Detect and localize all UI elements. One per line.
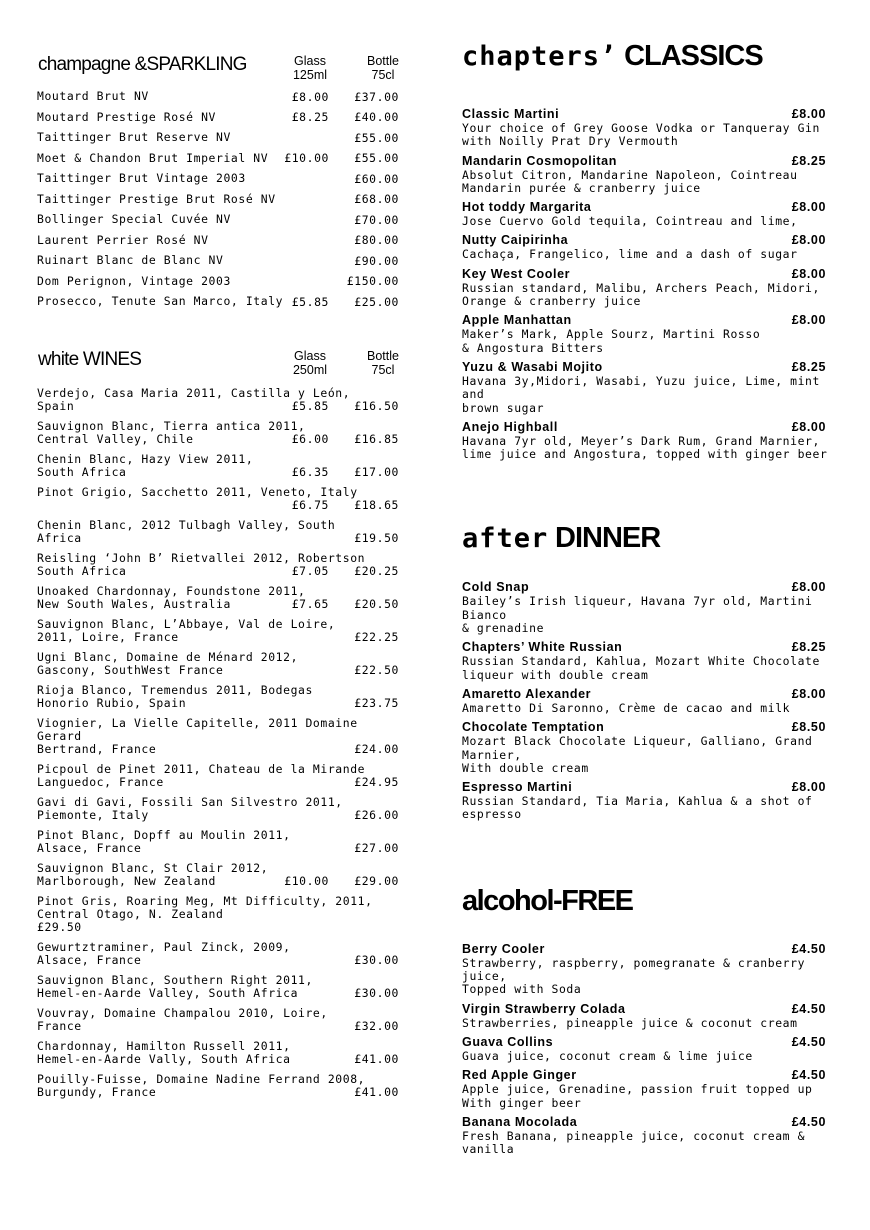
after-dinner-drink-item-description: Russian Standard, Kahlua, Mozart White Chocolate liqueur with double cream bbox=[462, 654, 820, 682]
white-wine-bottle-price: £22.25 bbox=[354, 629, 399, 644]
white-wine-row bbox=[37, 796, 409, 822]
classic-cocktail-item-name: Hot toddy Margarita bbox=[462, 200, 592, 215]
white-bottle-header: Bottle 75cl bbox=[367, 348, 399, 377]
sparkling-row bbox=[37, 209, 409, 230]
white-wine-glass-price: £10.00 bbox=[284, 873, 329, 888]
white-wine-bottle-price: £16.85 bbox=[354, 431, 399, 446]
after-dinner-drink-item-price: £8.00 bbox=[791, 580, 826, 595]
white-wine-row bbox=[37, 1040, 409, 1066]
white-wine-bottle-price: £24.00 bbox=[354, 741, 399, 756]
white-wine-row bbox=[37, 618, 409, 644]
sparkling-name: Taittinger Prestige Brut Rosé NV bbox=[37, 191, 276, 206]
white-wine-name: Unoaked Chardonnay, Foundstone 2011, New South Wales, Australia bbox=[37, 583, 306, 611]
white-wine-name: Sauvignon Blanc, St Clair 2012, Marlborough, New Zealand bbox=[37, 860, 269, 888]
sparkling-header bbox=[37, 40, 409, 86]
white-wine-row bbox=[37, 974, 409, 1000]
white-wine-row bbox=[37, 717, 409, 756]
classics-title: chapters’ CLASSICS bbox=[462, 40, 763, 72]
classic-cocktail-item-price: £8.25 bbox=[791, 359, 826, 374]
white-wine-bottle-price: £23.75 bbox=[354, 695, 399, 710]
white-wine-bottle-price: £27.00 bbox=[354, 840, 399, 855]
classic-cocktail-item bbox=[462, 233, 830, 261]
sparkling-glass-price: £10.00 bbox=[284, 151, 329, 165]
white-wine-bottle-price: £17.00 bbox=[354, 464, 399, 479]
sparkling-bottle-price: £70.00 bbox=[354, 212, 399, 227]
white-wine-name: Chenin Blanc, 2012 Tulbagh Valley, South Africa bbox=[37, 517, 336, 545]
after-dinner-drink-item bbox=[462, 720, 830, 775]
classic-cocktail-item-name: Mandarin Cosmopolitan bbox=[462, 153, 617, 168]
after-dinner-list bbox=[462, 580, 830, 821]
white-glass-header: Glass 250ml bbox=[292, 348, 328, 377]
after-dinner-drink-item-description: Russian Standard, Tia Maria, Kahlua & a shot of espresso bbox=[462, 794, 813, 822]
white-wine-name: Gewurtztraminer, Paul Zinck, 2009, Alsace, France bbox=[37, 939, 291, 967]
sparkling-row bbox=[37, 107, 409, 128]
sparkling-row bbox=[37, 250, 409, 271]
cocktail-column bbox=[462, 40, 830, 1161]
alcohol-free-drink-item-name: Berry Cooler bbox=[462, 941, 545, 956]
classic-cocktail-item-price: £8.00 bbox=[791, 233, 826, 248]
white-wines-list bbox=[37, 387, 409, 1099]
alcohol-free-list bbox=[462, 942, 830, 1157]
sparkling-glass-price: £8.00 bbox=[291, 89, 329, 104]
white-wine-name: Vouvray, Domaine Champalou 2010, Loire, France bbox=[37, 1005, 328, 1033]
after-dinner-drink-item bbox=[462, 687, 830, 715]
sparkling-title: champagne &SPARKLING bbox=[38, 54, 247, 75]
white-wine-bottle-price: £16.50 bbox=[354, 398, 399, 413]
after-dinner-drink-item-price: £8.50 bbox=[791, 720, 826, 735]
white-wine-glass-price: £6.75 bbox=[291, 497, 329, 512]
white-wine-name: Chardonnay, Hamilton Russell 2011, Hemel-en-Aarde Vally, South Africa bbox=[37, 1038, 291, 1066]
alcohol-free-drink-item-name: Banana Mocolada bbox=[462, 1114, 578, 1129]
alcohol-free-drink-item-price: £4.50 bbox=[791, 1114, 826, 1129]
classic-cocktail-item bbox=[462, 154, 830, 196]
white-wine-row bbox=[37, 420, 409, 446]
classic-cocktail-item-name: Apple Manhattan bbox=[462, 313, 572, 328]
sparkling-name: Moet & Chandon Brut Imperial NV bbox=[37, 150, 269, 165]
sparkling-bottle-price: £40.00 bbox=[354, 110, 399, 124]
classic-cocktail-item-price: £8.00 bbox=[791, 266, 826, 281]
white-wine-name: Gavi di Gavi, Fossili San Silvestro 2011, Piemonte, Italy bbox=[37, 794, 343, 822]
after-dinner-title: after DINNER bbox=[462, 522, 661, 555]
classic-cocktail-item-description: Havana 3y,Midori, Wasabi, Yuzu juice, Lime, mint and brown sugar bbox=[462, 373, 820, 415]
after-dinner-drink-item-name: Cold Snap bbox=[462, 580, 530, 595]
sparkling-bottle-price: £150.00 bbox=[346, 274, 399, 288]
white-wine-name: Sauvignon Blanc, Southern Right 2011, Hemel-en-Aarde Valley, South Africa bbox=[37, 972, 313, 1000]
white-wine-glass-price: £7.65 bbox=[291, 596, 329, 611]
alcohol-free-drink-item-description: Guava juice, coconut cream & lime juice bbox=[462, 1048, 753, 1063]
classic-cocktail-item-price: £8.25 bbox=[791, 153, 826, 168]
classic-cocktail-item-price: £8.00 bbox=[791, 313, 826, 328]
sparkling-row bbox=[37, 271, 409, 292]
white-wine-glass-price: £6.00 bbox=[291, 431, 329, 446]
white-wine-row bbox=[37, 941, 409, 967]
white-wine-bottle-price: £32.00 bbox=[354, 1018, 399, 1033]
white-wine-bottle-price: £26.00 bbox=[354, 807, 399, 822]
classic-cocktail-item-description: Your choice of Grey Goose Vodka or Tanqueray Gin with Noilly Prat Dry Vermouth bbox=[462, 121, 820, 149]
after-dinner-drink-item bbox=[462, 640, 830, 682]
white-wine-row bbox=[37, 453, 409, 479]
alcohol-free-drink-item-name: Guava Collins bbox=[462, 1034, 554, 1049]
white-wine-glass-price: £6.35 bbox=[291, 464, 329, 479]
white-wine-name: Viognier, La Vielle Capitelle, 2011 Domaine Gerard Bertrand, France bbox=[37, 715, 358, 756]
white-wine-row bbox=[37, 519, 409, 545]
alcohol-free-drink-item-name: Red Apple Ginger bbox=[462, 1068, 577, 1083]
classic-cocktail-item bbox=[462, 200, 830, 228]
white-wine-bottle-price: £20.25 bbox=[354, 563, 399, 578]
white-wine-bottle-price: £18.65 bbox=[354, 497, 399, 512]
classic-cocktail-item bbox=[462, 107, 830, 149]
white-wine-name: Pinot Gris, Roaring Meg, Mt Difficulty, 2011, Central Otago, N. Zealand £29.50 bbox=[37, 893, 373, 934]
white-wine-row bbox=[37, 862, 409, 888]
white-wine-row bbox=[37, 763, 409, 789]
after-dinner-drink-item-name: Espresso Martini bbox=[462, 780, 573, 795]
white-wine-name: Sauvignon Blanc, Tierra antica 2011, Central Valley, Chile bbox=[37, 418, 306, 446]
alcohol-free-drink-item-price: £4.50 bbox=[791, 941, 826, 956]
classic-cocktail-item bbox=[462, 420, 830, 462]
sparkling-row bbox=[37, 168, 409, 189]
white-wine-row bbox=[37, 684, 409, 710]
classic-cocktail-item-price: £8.00 bbox=[791, 200, 826, 215]
sparkling-name: Prosecco, Tenute San Marco, Italy bbox=[37, 294, 284, 308]
white-wines-title: white WINES bbox=[38, 348, 142, 370]
classic-cocktail-item-description: Jose Cuervo Gold tequila, Cointreau and lime, bbox=[462, 214, 798, 229]
alcohol-free-drink-item-price: £4.50 bbox=[791, 1034, 826, 1049]
alcohol-free-drink-item bbox=[462, 1068, 830, 1110]
after-dinner-drink-item-description: Mozart Black Chocolate Liqueur, Galliano, Grand Marnier, With double cream bbox=[462, 734, 813, 775]
white-wine-row bbox=[37, 387, 409, 413]
white-wine-name: Rioja Blanco, Tremendus 2011, Bodegas Honorio Rubio, Spain bbox=[37, 682, 313, 710]
white-wine-name: Ugni Blanc, Domaine de Ménard 2012, Gascony, SouthWest France bbox=[37, 649, 299, 677]
alcohol-free-drink-item-description: Strawberry, raspberry, pomegranate & cranberry juice, Topped with Soda bbox=[462, 955, 806, 997]
white-wine-name: Pinot Blanc, Dopff au Moulin 2011, Alsace, France bbox=[37, 827, 291, 855]
white-wine-bottle-price: £19.50 bbox=[354, 530, 399, 545]
sparkling-bottle-price: £68.00 bbox=[354, 192, 399, 206]
sparkling-bottle-price: £37.00 bbox=[354, 89, 399, 104]
sparkling-glass-price: £8.25 bbox=[291, 110, 329, 124]
wine-list-column bbox=[37, 40, 409, 1106]
sparkling-bottle-price: £80.00 bbox=[354, 233, 399, 247]
white-wine-name: Pouilly-Fuisse, Domaine Nadine Ferrand 2008, Burgundy, France bbox=[37, 1071, 366, 1099]
classic-cocktail-item-description: Russian standard, Malibu, Archers Peach, Midori, Orange & cranberry juice bbox=[462, 280, 820, 309]
sparkling-name: Bollinger Special Cuvée NV bbox=[37, 212, 231, 226]
after-dinner-drink-item-name: Chapters’ White Russian bbox=[462, 640, 623, 655]
white-wine-bottle-price: £20.50 bbox=[354, 596, 399, 611]
white-wine-bottle-price: £24.95 bbox=[354, 774, 399, 789]
white-wine-row bbox=[37, 829, 409, 855]
sparkling-name: Dom Perignon, Vintage 2003 bbox=[37, 273, 231, 288]
white-wine-row bbox=[37, 552, 409, 578]
white-wine-row bbox=[37, 651, 409, 677]
white-wine-glass-price: £7.05 bbox=[291, 563, 329, 578]
white-wine-bottle-price: £41.00 bbox=[354, 1084, 399, 1099]
classic-cocktail-item-description: Cachaça, Frangelico, lime and a dash of sugar bbox=[462, 247, 798, 262]
sparkling-name: Laurent Perrier Rosé NV bbox=[37, 232, 209, 247]
white-wine-row bbox=[37, 1007, 409, 1033]
after-dinner-drink-item bbox=[462, 780, 830, 822]
white-wine-row bbox=[37, 1073, 409, 1099]
classic-cocktail-item-description: Havana 7yr old, Meyer’s Dark Rum, Grand Marnier, lime juice and Angostura, topped with ginger beer bbox=[462, 433, 828, 462]
white-wine-row bbox=[37, 585, 409, 611]
alcohol-free-drink-item bbox=[462, 1002, 830, 1030]
sparkling-row bbox=[37, 291, 409, 312]
sparkling-bottle-price: £25.00 bbox=[354, 294, 399, 309]
classic-cocktail-item-name: Classic Martini bbox=[462, 107, 560, 121]
classic-cocktail-item-description: Absolut Citron, Mandarine Napoleon, Cointreau Mandarin purée & cranberry juice bbox=[462, 167, 798, 195]
classic-cocktail-item bbox=[462, 313, 830, 355]
classic-cocktail-item-price: £8.00 bbox=[791, 107, 826, 121]
sparkling-bottle-price: £55.00 bbox=[354, 151, 399, 165]
white-wine-name: Verdejo, Casa Maria 2011, Castilla y León, Spain bbox=[37, 385, 351, 413]
alcohol-free-drink-item bbox=[462, 942, 830, 997]
white-wine-name: Pinot Grigio, Sacchetto 2011, Veneto, Italy bbox=[37, 484, 358, 499]
alcohol-free-drink-item bbox=[462, 1035, 830, 1063]
after-dinner-drink-item-name: Amaretto Alexander bbox=[462, 686, 592, 701]
after-dinner-drink-item-name: Chocolate Temptation bbox=[462, 720, 605, 735]
alcohol-free-drink-item-description: Apple juice, Grenadine, passion fruit topped up With ginger beer bbox=[462, 1082, 813, 1110]
classic-cocktail-item bbox=[462, 360, 830, 415]
after-dinner-drink-item-description: Amaretto Di Saronno, Crème de cacao and milk bbox=[462, 700, 791, 715]
white-wine-name: Reisling ‘John B’ Rietvallei 2012, Robertson South Africa bbox=[37, 550, 366, 578]
classic-cocktail-item-description: Maker’s Mark, Apple Sourz, Martini Rosso & Angostura Bitters bbox=[462, 327, 761, 355]
white-wine-glass-price: £5.85 bbox=[291, 398, 329, 413]
sparkling-row bbox=[37, 86, 409, 107]
after-dinner-drink-item-description: Bailey’s Irish liqueur, Havana 7yr old, Martini Bianco & grenadine bbox=[462, 594, 813, 636]
after-dinner-drink-item bbox=[462, 580, 830, 635]
sparkling-bottle-header: Bottle 75cl bbox=[367, 54, 399, 82]
sparkling-name: Moutard Brut NV bbox=[37, 89, 149, 103]
white-wine-row bbox=[37, 486, 409, 512]
sparkling-glass-header: Glass 125ml bbox=[292, 54, 328, 82]
sparkling-bottle-price: £90.00 bbox=[354, 253, 399, 268]
white-wine-name: Picpoul de Pinet 2011, Chateau de la Mirande Languedoc, France bbox=[37, 761, 366, 789]
after-dinner-drink-item-price: £8.25 bbox=[791, 640, 826, 655]
alcohol-free-drink-item-price: £4.50 bbox=[791, 1001, 826, 1016]
sparkling-name: Moutard Prestige Rosé NV bbox=[37, 109, 216, 124]
sparkling-row bbox=[37, 127, 409, 148]
white-wine-name: Sauvignon Blanc, L’Abbaye, Val de Loire, 2011, Loire, France bbox=[37, 616, 336, 644]
sparkling-row bbox=[37, 230, 409, 251]
sparkling-bottle-price: £60.00 bbox=[354, 171, 399, 186]
sparkling-name: Taittinger Brut Vintage 2003 bbox=[37, 171, 246, 185]
sparkling-glass-price: £5.85 bbox=[291, 294, 329, 309]
white-wine-bottle-price: £29.00 bbox=[354, 873, 399, 888]
classic-cocktail-item-name: Yuzu & Wasabi Mojito bbox=[462, 359, 603, 374]
sparkling-row bbox=[37, 189, 409, 210]
white-wines-header bbox=[37, 335, 409, 381]
classic-cocktail-item-name: Key West Cooler bbox=[462, 266, 571, 281]
white-wine-row bbox=[37, 895, 409, 934]
classics-list bbox=[462, 107, 830, 461]
white-wine-bottle-price: £22.50 bbox=[354, 662, 399, 677]
after-dinner-drink-item-price: £8.00 bbox=[791, 686, 826, 701]
classic-cocktail-item bbox=[462, 267, 830, 309]
alcohol-free-title: alcohol-FREE bbox=[462, 884, 633, 917]
classic-cocktail-item-name: Nutty Caipirinha bbox=[462, 233, 569, 248]
alcohol-free-drink-item-price: £4.50 bbox=[791, 1068, 826, 1083]
white-wine-bottle-price: £30.00 bbox=[354, 985, 399, 1000]
white-wine-name: Chenin Blanc, Hazy View 2011, South Africa bbox=[37, 451, 254, 479]
sparkling-bottle-price: £55.00 bbox=[354, 130, 399, 145]
sparkling-row bbox=[37, 148, 409, 169]
alcohol-free-drink-item-description: Strawberries, pineapple juice & coconut cream bbox=[462, 1015, 798, 1030]
after-dinner-drink-item-price: £8.00 bbox=[791, 780, 826, 795]
sparkling-list bbox=[37, 86, 409, 312]
alcohol-free-drink-item bbox=[462, 1115, 830, 1157]
classic-cocktail-item-name: Anejo Highball bbox=[462, 419, 558, 434]
white-wine-bottle-price: £30.00 bbox=[354, 952, 399, 967]
white-wine-bottle-price: £41.00 bbox=[354, 1051, 399, 1066]
alcohol-free-drink-item-description: Fresh Banana, pineapple juice, coconut cream & vanilla bbox=[462, 1128, 806, 1157]
sparkling-name: Ruinart Blanc de Blanc NV bbox=[37, 253, 224, 267]
sparkling-name: Taittinger Brut Reserve NV bbox=[37, 130, 231, 144]
alcohol-free-drink-item-name: Virgin Strawberry Colada bbox=[462, 1001, 626, 1016]
classic-cocktail-item-price: £8.00 bbox=[791, 419, 826, 434]
